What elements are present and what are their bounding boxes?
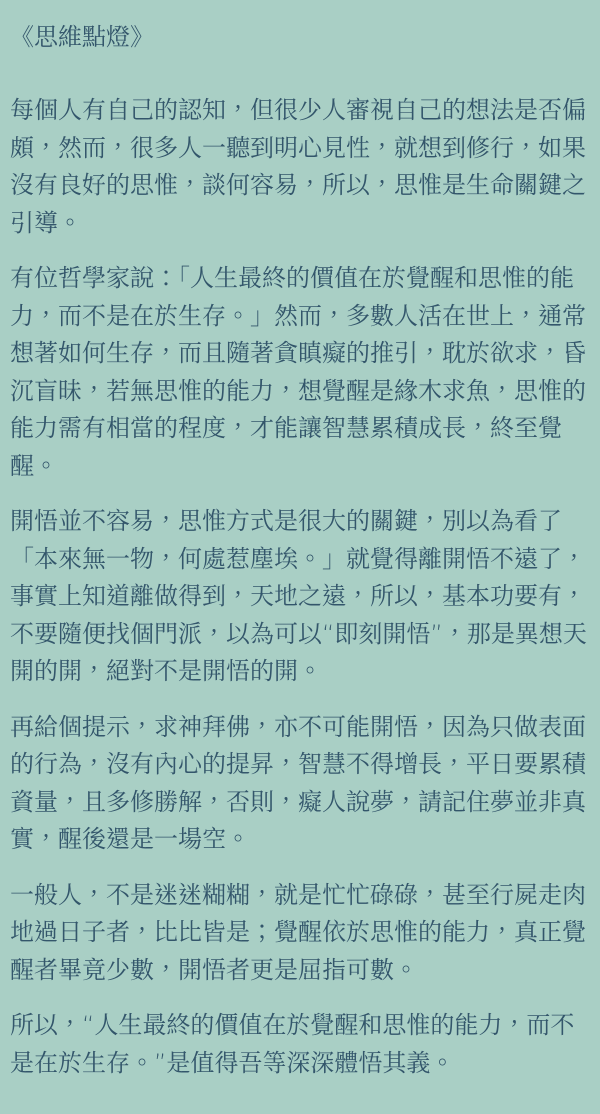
page-title: 《思維點燈》 — [10, 23, 154, 51]
paragraph-1: 每個人有自己的認知，但很少人審視自己的想法是否偏頗，然而，很多人一聽到明心見性，就想到修行，如果沒有良好的思惟，談何容易，所以，思惟是生命關鍵之引導。 — [10, 96, 586, 237]
paragraph-4: 再給個提示，求神拜佛，亦不可能開悟，因為只做表面的行為，沒有內心的提昇，智慧不得增長，平日要累積資量，且多修勝解，否則，癡人說夢，請記住夢並非真實，醒後還是一場空。 — [10, 712, 586, 853]
paragraph-2: 有位哲學家說：「人生最終的價值在於覺醒和思惟的能力，而不是在於生存。」然而，多數人活在世上，通常想著如何生存，而且隨著貪瞋癡的推引，耽於欲求，昏沉盲昧，若無思惟的能力，想覺醒是緣木求魚，思惟的能力需有相當的程度，才能讓智慧累積成長，終至覺醒。 — [10, 264, 586, 480]
paragraph-3: 開悟並不容易，思惟方式是很大的關鍵，別以為看了「本來無一物，何處惹塵埃。」就覺得離開悟不遠了，事實上知道離做得到，天地之遠，所以，基本功要有，不要隨便找個門派，以為可以“即刻開悟”，那是異想天開的開，絕對不是開悟的開。 — [10, 507, 587, 685]
paragraph-5: 一般人，不是迷迷糊糊，就是忙忙碌碌，甚至行屍走肉地過日子者，比比皆是；覺醒依於思惟的能力，真正覺醒者畢竟少數，開悟者更是屈指可數。 — [10, 880, 586, 984]
paragraph-6: 所以，“人生最終的價值在於覺醒和思惟的能力，而不是在於生存。”是值得吾等深深體悟其義。 — [10, 1011, 575, 1077]
